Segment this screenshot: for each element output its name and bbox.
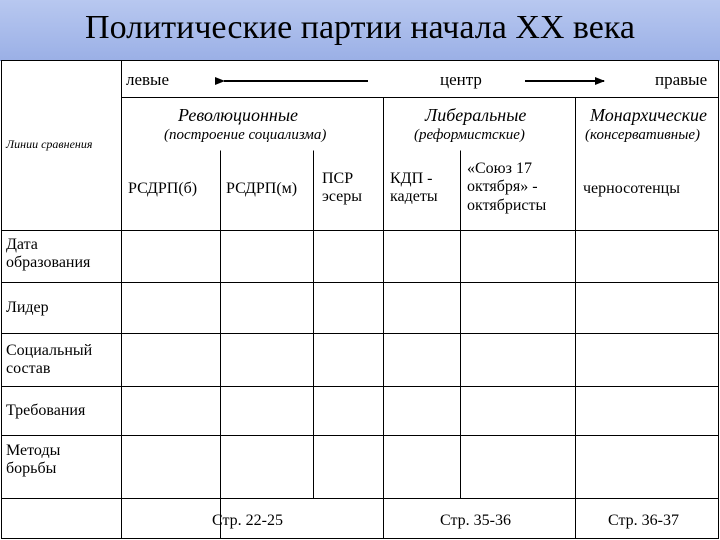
spectrum-left: левые [126,70,170,89]
spectrum-center: центр [440,70,482,89]
party-rsdrp-b: РСДРП(б) [128,180,198,197]
row-leader-label: Лидер [6,299,49,316]
party-black-hundreds: черносотенцы [583,180,680,197]
group-liberal: Либеральные [425,105,527,125]
page-ref-monarchist: Стр. 36-37 [608,512,679,529]
group-revolutionary-desc: (построение социализма) [164,127,327,143]
group-monarchist: Монархические [590,105,708,125]
row-methods-label: Методы борьбы [6,442,61,478]
party-octobrists: «Союз 17 октября» - октябристы [467,160,547,214]
page-ref-liberal: Стр. 35-36 [440,512,511,529]
group-liberal-desc: (реформистские) [414,127,525,143]
spectrum-right: правые [655,70,708,89]
comparison-label: Линии сравнения [6,137,93,151]
party-psr: ПСР эсеры [322,170,363,206]
page-ref-revolutionary: Стр. 22-25 [212,512,283,529]
page-title: Политические партии начала XX века [85,9,635,46]
party-kdp: КДП - кадеты [390,170,438,206]
group-monarchist-desc: (консервативные) [585,127,701,143]
row-demands-label: Требования [6,402,86,419]
party-rsdrp-m: РСДРП(м) [226,180,298,197]
group-revolutionary: Революционные [178,105,299,125]
row-social-label: Социальный состав [6,342,93,378]
row-date-label: Дата образования [6,236,91,272]
